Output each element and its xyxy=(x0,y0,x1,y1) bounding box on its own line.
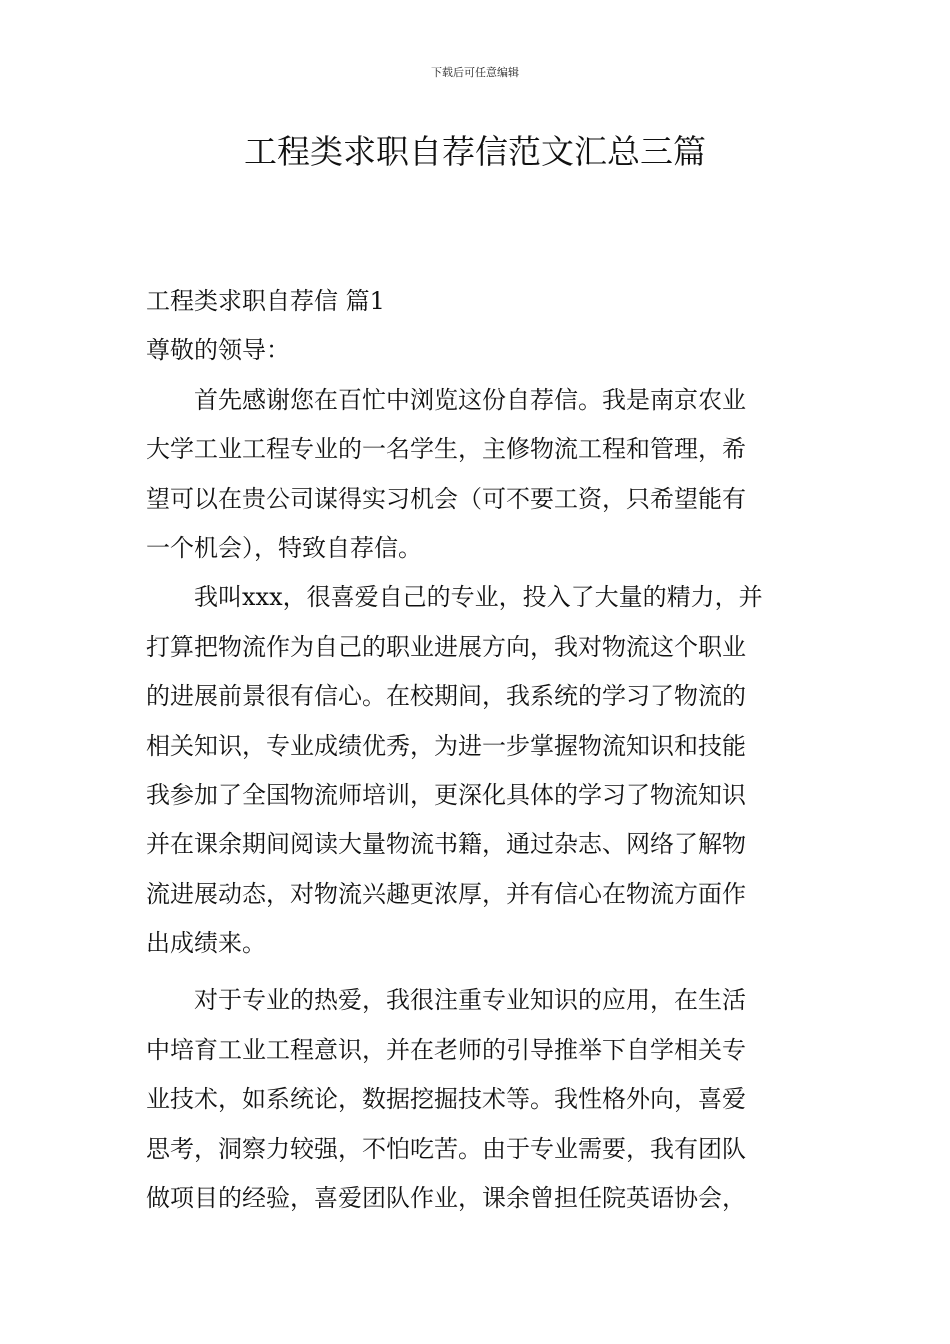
salutation: 尊敬的领导： xyxy=(146,336,290,365)
paragraph-line: 流进展动态，对物流兴趣更浓厚，并有信心在物流方面作 xyxy=(146,879,746,908)
document-title: 工程类求职自荐信范文汇总三篇 xyxy=(244,132,706,171)
section-heading: 工程类求职自荐信 篇1 xyxy=(146,287,385,315)
paragraph-line: 对于专业的热爱，我很注重专业知识的应用，在生活 xyxy=(194,986,746,1015)
paragraph-3 xyxy=(146,976,806,1223)
paragraph-line: 业技术，如系统论，数据挖掘技术等。我性格外向，喜爱 xyxy=(146,1085,746,1114)
paragraph-line: 并在课余期间阅读大量物流书籍，通过杂志、网络了解物 xyxy=(146,830,746,859)
header-note: 下载后可任意编辑 xyxy=(431,66,519,79)
document-body xyxy=(146,277,806,1223)
paragraph-line: 做项目的经验，喜爱团队作业，课余曾担任院英语协会， xyxy=(146,1184,746,1213)
paragraph-line: 出成绩来。 xyxy=(146,929,266,958)
paragraph-1 xyxy=(146,376,806,574)
paragraph-line: 相关知识，专业成绩优秀，为进一步掌握物流知识和技能 xyxy=(146,731,746,760)
paragraph-line: 思考，洞察力较强，不怕吃苦。由于专业需要，我有团队 xyxy=(146,1134,746,1163)
paragraph-line: 中培育工业工程意识，并在老师的引导推举下自学相关专 xyxy=(146,1035,746,1064)
paragraph-line: 打算把物流作为自己的职业进展方向，我对物流这个职业 xyxy=(146,632,746,661)
paragraph-line: 我叫xxx，很喜爱自己的专业，投入了大量的精力，并 xyxy=(194,583,763,612)
paragraph-line: 大学工业工程专业的一名学生，主修物流工程和管理，希 xyxy=(146,435,746,464)
paragraph-line: 我参加了全国物流师培训，更深化具体的学习了物流知识 xyxy=(146,780,746,809)
paragraph-line: 望可以在贵公司谋得实习机会（可不要工资，只希望能有 xyxy=(146,484,746,513)
paragraph-line: 的进展前景很有信心。在校期间，我系统的学习了物流的 xyxy=(146,682,746,711)
paragraph-line: 一个机会），特致自荐信。 xyxy=(146,533,422,562)
paragraph-line: 首先感谢您在百忙中浏览这份自荐信。我是南京农业 xyxy=(194,385,746,414)
paragraph-2 xyxy=(146,573,806,968)
